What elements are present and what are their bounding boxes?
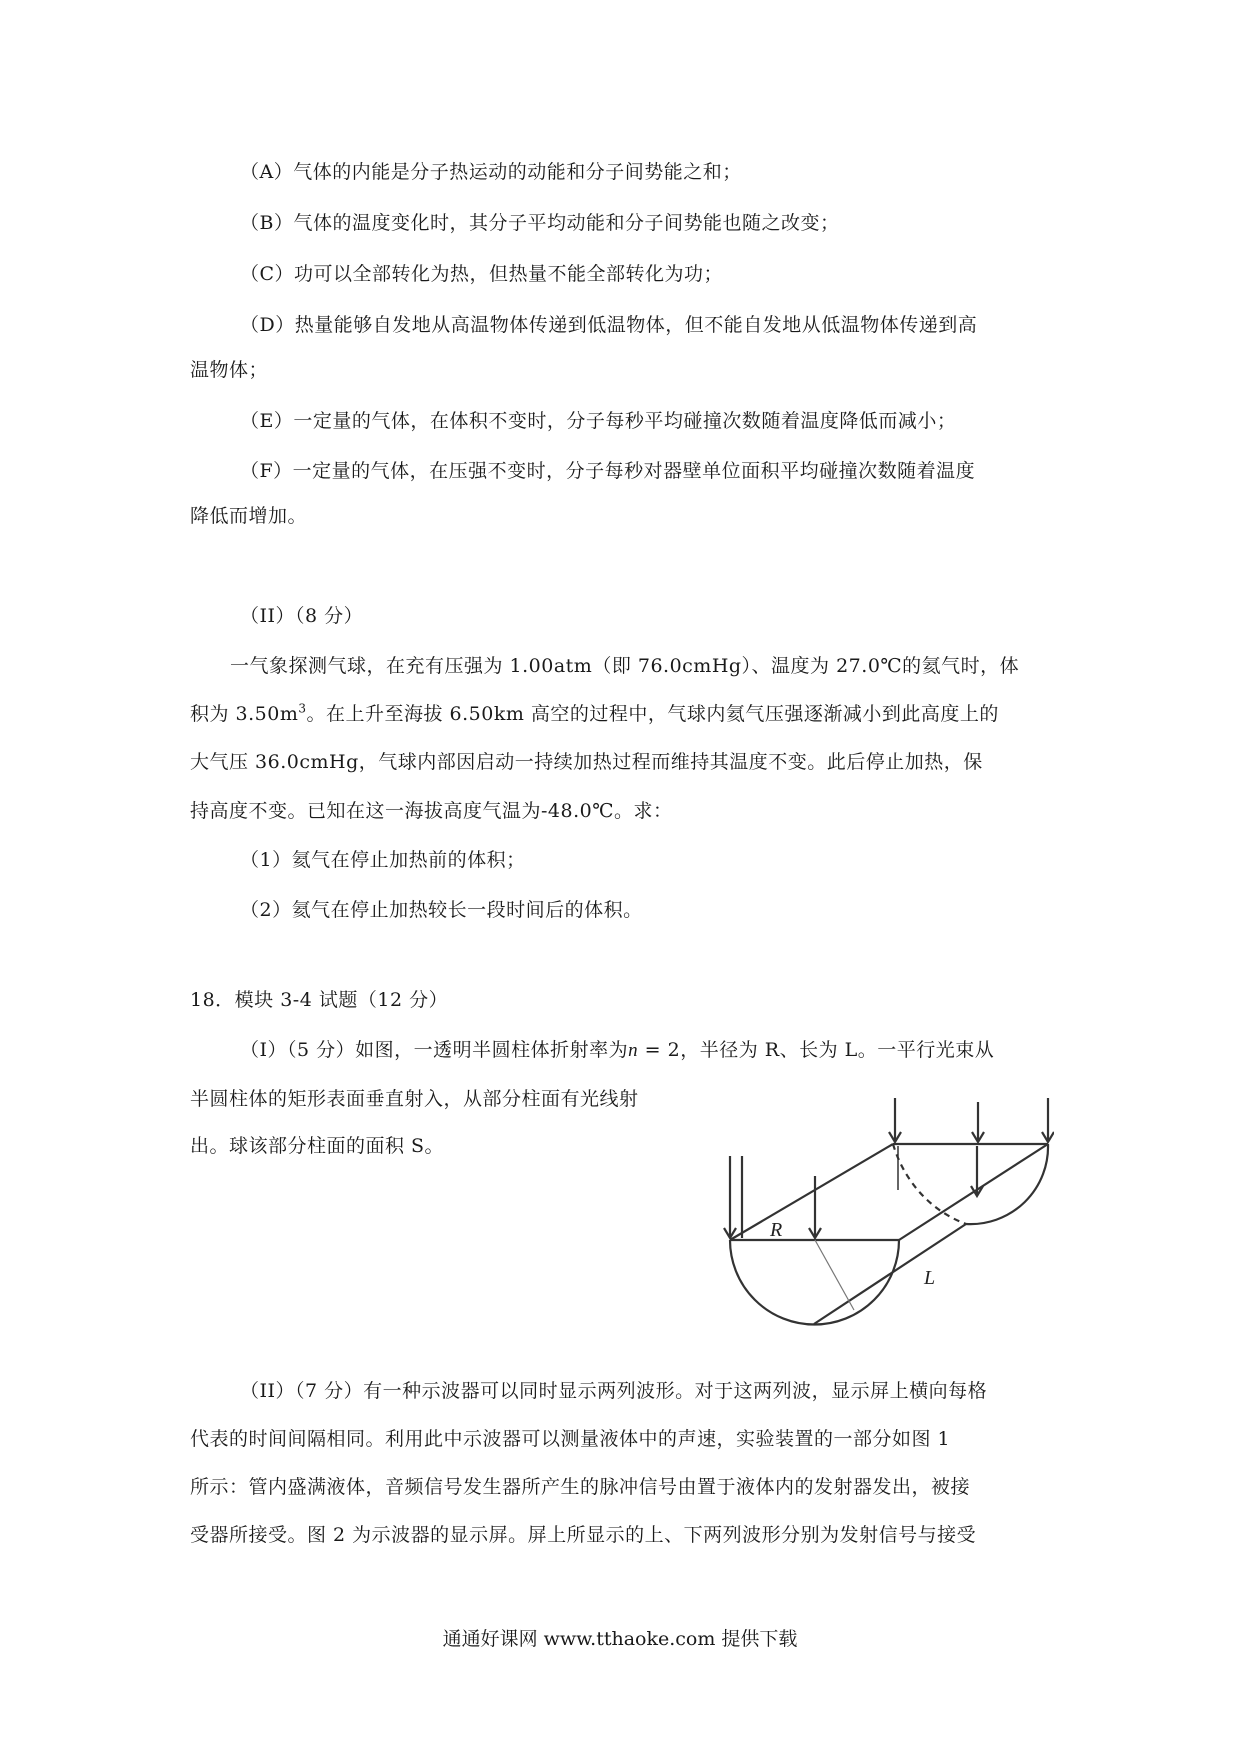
half-cylinder-figure: [718, 1098, 1054, 1344]
q18-part1-line-2: 半圆柱体的矩形表面垂直射入，从部分柱面有光线射: [190, 1088, 639, 1110]
part2-line-2: 积为 $3.50m^3$。在上升至海拔 6.50km 高空的过程中，气球内氦气压强逐渐减小到此高度上的: [190, 701, 999, 725]
radius-label: R: [770, 1219, 783, 1241]
option-b: （B）气体的温度变化时，其分子平均动能和分子间势能也随之改变；: [240, 212, 840, 234]
q18-title: 18．模块 3-4 试题（12 分）: [190, 989, 449, 1011]
front-semicircle: [730, 1240, 899, 1325]
hidden-arc: [893, 1144, 966, 1224]
option-e: （E）一定量的气体，在体积不变时，分子每秒平均碰撞次数随着温度降低而减小；: [240, 410, 957, 432]
q18-part2-line-2: 代表的时间间隔相同。利用此中示波器可以测量液体中的声速，实验装置的一部分如图 1: [190, 1428, 951, 1450]
q18-part1-line-3: 出。球该部分柱面的面积 S。: [190, 1135, 445, 1157]
part2-line-3: 大气压 36.0cmHg，气球内部因启动一持续加热过程而维持其温度不变。此后停止加热，保: [190, 751, 983, 773]
back-semicircle: [966, 1144, 1048, 1224]
option-f-cont: 降低而增加。: [190, 505, 308, 527]
option-d-cont: 温物体；: [190, 359, 269, 381]
option-f: （F）一定量的气体，在压强不变时，分子每秒对器壁单位面积平均碰撞次数随着温度: [240, 460, 976, 482]
footer-source: 通通好课网 www.tthaoke.com 提供下载: [442, 1628, 798, 1650]
part2-line-1: 一气象探测气球，在充有压强为 1.00atm（即 76.0cmHg）、温度为 27.0℃的氦气时，体: [230, 655, 1020, 677]
part2-q1: （1）氦气在停止加热前的体积；: [240, 849, 526, 871]
part2-line-4: 持高度不变。已知在这一海拔高度气温为-48.0℃。求：: [190, 800, 673, 822]
q18-part1-line-1: （I）（5 分）如图，一透明半圆柱体折射率为n = 2，半径为 R、长为 L。一平行光束从: [240, 1039, 995, 1061]
q18-part2-line-3: 所示：管内盛满液体，音频信号发生器所产生的脉冲信号由置于液体内的发射器发出，被接: [190, 1476, 971, 1498]
option-d: （D）热量能够自发地从高温物体传递到低温物体，但不能自发地从低温物体传递到高: [240, 314, 978, 336]
q18-part2-line-1: （II）（7 分）有一种示波器可以同时显示两列波形。对于这两列波，显示屏上横向每格: [240, 1380, 988, 1402]
option-a: （A）气体的内能是分子热运动的动能和分子间势能之和；: [240, 161, 742, 183]
q18-part2-line-4: 受器所接受。图 2 为示波器的显示屏。屏上所显示的上、下两列波形分别为发射信号与接受: [190, 1524, 977, 1546]
part2-heading: （II）（8 分）: [240, 605, 364, 627]
top-left-edge: [730, 1144, 893, 1240]
length-label: L: [924, 1267, 936, 1289]
radius-line: [815, 1240, 854, 1310]
option-c: （C）功可以全部转化为热，但热量不能全部转化为功；: [240, 263, 724, 285]
part2-q2: （2）氦气在停止加热较长一段时间后的体积。: [240, 899, 643, 921]
